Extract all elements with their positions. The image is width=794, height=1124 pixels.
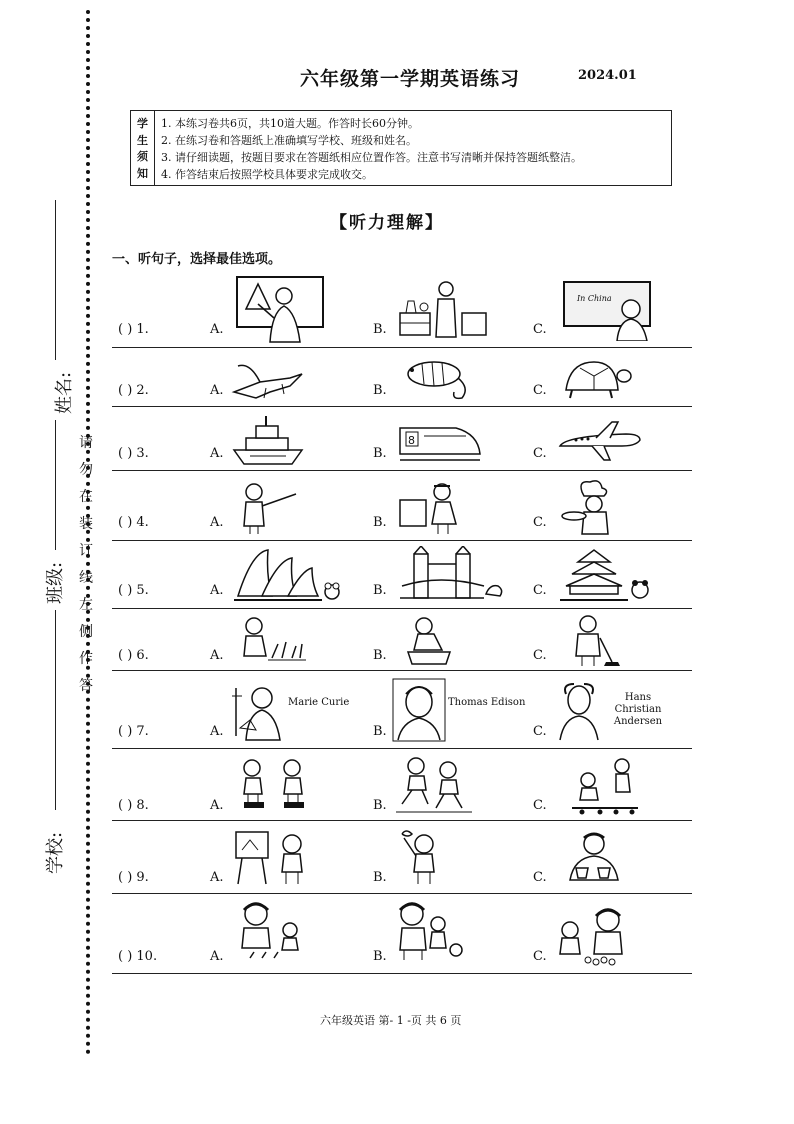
ship-picture <box>230 414 306 466</box>
warning-char: 勿 <box>79 462 93 478</box>
boy-painting-picture <box>232 828 312 888</box>
answer-blank[interactable]: ( ) 5. <box>118 583 149 598</box>
row-divider <box>112 470 692 471</box>
temple-of-heaven-picture <box>558 546 654 606</box>
girl-sweeping-picture <box>562 612 622 668</box>
answer-blank[interactable]: ( ) 3. <box>118 446 149 461</box>
warning-char: 订 <box>79 543 93 559</box>
portrait-caption: Thomas Edison <box>448 697 526 708</box>
warning-char: 答 <box>79 678 93 694</box>
notice-label-char: 学 <box>137 117 148 131</box>
row-divider <box>112 973 692 974</box>
notice-items <box>161 115 667 183</box>
option-c-label: C. <box>533 724 547 739</box>
option-a-label: A. <box>210 383 224 398</box>
warning-char: 作 <box>79 651 93 667</box>
scientist-in-lab-picture <box>396 277 488 341</box>
option-c-label: C. <box>533 949 547 964</box>
notice-item: 2. 在练习卷和答题纸上准确填写学校、班级和姓名。 <box>161 134 417 147</box>
portrait-caption: Marie Curie <box>288 697 350 708</box>
page-footer: 六年级英语 第- 1 -页 共 6 页 <box>320 1014 462 1027</box>
option-c-label: C. <box>533 870 547 885</box>
warning-char: 请 <box>79 435 93 451</box>
grandma-walking-picture <box>394 900 466 964</box>
row-divider <box>112 820 692 821</box>
kids-skateboarding-picture <box>570 756 640 816</box>
tower-bridge-picture <box>400 546 504 606</box>
warning-char: 装 <box>79 516 93 532</box>
hans-christian-andersen-portrait <box>556 678 602 742</box>
page-title: 六年级第一学期英语练习 <box>300 68 521 90</box>
option-b-label: B. <box>373 870 387 885</box>
warning-char: 在 <box>79 489 93 505</box>
option-c-label: C. <box>533 515 547 530</box>
teacher-at-blackboard-picture <box>234 274 326 344</box>
option-b-label: B. <box>373 724 387 739</box>
answer-blank[interactable]: ( ) 2. <box>118 383 149 398</box>
teacher-picture <box>236 480 300 536</box>
cook-picture <box>560 478 622 536</box>
option-a-label: A. <box>210 648 224 663</box>
girl-planting-picture <box>238 614 308 668</box>
option-a-label: A. <box>210 870 224 885</box>
option-c-label: C. <box>533 798 547 813</box>
boy-with-dog-picture <box>398 826 448 888</box>
grandma-cooking-picture <box>554 906 630 966</box>
school-label: 学校: <box>45 831 67 875</box>
option-b-label: B. <box>373 648 387 663</box>
row-divider <box>112 406 692 407</box>
option-b-label: B. <box>373 798 387 813</box>
chameleon-picture <box>402 352 472 404</box>
marie-curie-portrait <box>232 680 288 742</box>
option-b-label: B. <box>373 583 387 598</box>
option-a-label: A. <box>210 583 224 598</box>
option-b-label: B. <box>373 949 387 964</box>
notice-label-char: 须 <box>137 150 148 164</box>
svg-text:In China: In China <box>577 294 612 303</box>
boy-baking-picture <box>564 830 624 886</box>
option-c-label: C. <box>533 446 547 461</box>
sydney-opera-house-picture <box>232 546 344 606</box>
kids-roller-skating-picture <box>236 756 310 816</box>
answer-blank[interactable]: ( ) 6. <box>118 648 149 663</box>
option-a-label: A. <box>210 798 224 813</box>
answer-blank[interactable]: ( ) 8. <box>118 798 149 813</box>
student-notice-box <box>130 110 672 186</box>
name-underline <box>55 200 56 360</box>
exam-date: 2024.01 <box>578 68 637 83</box>
grandma-gardening-picture <box>236 900 308 964</box>
option-b-label: B. <box>373 322 387 337</box>
train-picture <box>396 418 482 464</box>
option-a-label: A. <box>210 515 224 530</box>
row-divider <box>112 748 692 749</box>
row-divider <box>112 670 692 671</box>
answer-blank[interactable]: ( ) 1. <box>118 322 149 337</box>
class-label: 班级: <box>45 561 67 605</box>
notice-item: 3. 请仔细读题，按题目要求在答题纸相应位置作答。注意书写清晰并保持答题纸整洁。 <box>161 151 582 164</box>
option-c-label: C. <box>533 648 547 663</box>
notice-label-char: 知 <box>137 166 148 180</box>
row-divider <box>112 540 692 541</box>
svg-text:8: 8 <box>408 434 415 447</box>
question-instruction: 一、听句子，选择最佳选项。 <box>112 252 282 267</box>
plane-picture <box>556 418 644 464</box>
nurse-picture <box>398 480 462 536</box>
name-label: 姓名: <box>54 371 76 415</box>
warning-char: 线 <box>79 570 93 586</box>
teacher-in-china-picture <box>561 279 655 341</box>
row-divider <box>112 347 692 348</box>
answer-blank[interactable]: ( ) 10. <box>118 949 158 964</box>
row-divider <box>112 608 692 609</box>
option-a-label: A. <box>210 446 224 461</box>
school-underline <box>55 610 56 810</box>
crocodile-picture <box>230 352 304 402</box>
notice-label <box>131 111 155 185</box>
notice-item: 4. 作答结束后按照学校具体要求完成收交。 <box>161 168 373 181</box>
warning-char: 侧 <box>79 624 93 640</box>
option-b-label: B. <box>373 515 387 530</box>
section-heading: 【听力理解】 <box>330 213 444 233</box>
class-underline <box>55 420 56 550</box>
girl-washing-picture <box>398 616 458 668</box>
answer-blank[interactable]: ( ) 7. <box>118 724 149 739</box>
notice-item: 1. 本练习卷共6页，共10道大题。作答时长60分钟。 <box>161 117 419 130</box>
answer-blank[interactable]: ( ) 4. <box>118 515 149 530</box>
option-b-label: B. <box>373 446 387 461</box>
portrait-caption: Hans Christian Andersen <box>613 692 663 727</box>
option-a-label: A. <box>210 949 224 964</box>
option-a-label: A. <box>210 322 224 337</box>
kids-running-picture <box>396 756 472 816</box>
notice-label-char: 生 <box>137 133 148 147</box>
option-a-label: A. <box>210 724 224 739</box>
option-c-label: C. <box>533 583 547 598</box>
row-divider <box>112 893 692 894</box>
warning-char: 左 <box>79 597 93 613</box>
option-b-label: B. <box>373 383 387 398</box>
answer-blank[interactable]: ( ) 9. <box>118 870 149 885</box>
thomas-edison-portrait <box>392 678 446 742</box>
tortoise-picture <box>560 356 632 402</box>
option-c-label: C. <box>533 383 547 398</box>
option-c-label: C. <box>533 322 547 337</box>
